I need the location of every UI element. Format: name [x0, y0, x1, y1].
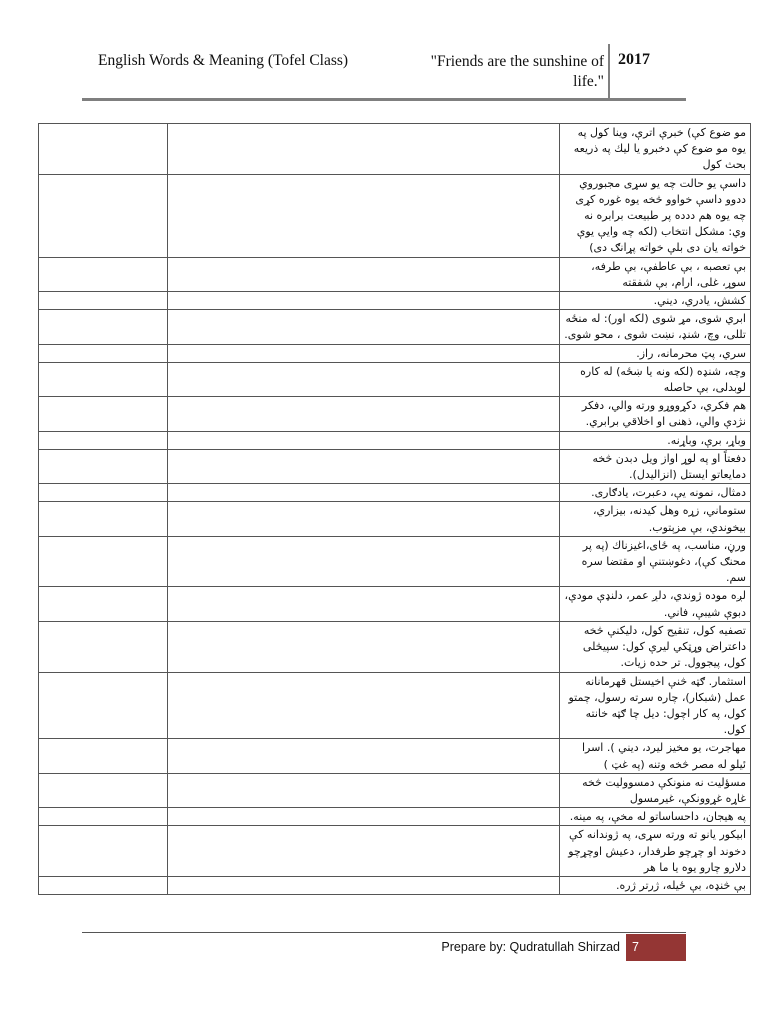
pashto-meaning-cell: ورڼ، مناسب، په ځای،اغیزناك (په پر محنګ کې)، دغوښتنې او مقتضا سره سم. [560, 536, 751, 587]
english-meaning-cell [168, 502, 560, 536]
pashto-meaning-cell: وباړ، برې، وباړنه. [560, 431, 751, 449]
table-row [39, 773, 751, 807]
pashto-meaning-cell: داسې یو حالت چه یو سړی مجبوروي ددوو داسې خواوو څخه یوه غوره کړی چه یوه هم ددده پر طبیعت برابره نه وي: مشکل انتخاب (لکه چه وایې یوې خواته یان دی بلې خواته پړانګ دی) [560, 174, 751, 257]
table-row [39, 124, 751, 175]
english-meaning-cell [168, 397, 560, 431]
vocabulary-table [38, 123, 751, 895]
pashto-meaning-cell: مسؤلیت نه منونکې دمسوولیت څخه غاړه غړوونکې، غیرمسول [560, 773, 751, 807]
pashto-meaning-cell: مهاجرت، یو مخیز لیرد، دیني ). اسرا ئیلو له مصر څخه وتنه (په غټ ) [560, 739, 751, 773]
pashto-meaning-cell: په هیجان، داحساساتو له مخې، په مینه. [560, 808, 751, 826]
english-meaning-cell [168, 257, 560, 291]
english-meaning-cell [168, 344, 560, 362]
pashto-meaning-cell: بې تعصبه ، بې عاطفې، بې طرفه، سوړ، غلی، ارام، بې شفقته [560, 257, 751, 291]
header-quote: "Friends are the sunshine of life." [430, 53, 604, 90]
header-year: 2017 [618, 51, 650, 68]
word-cell [39, 536, 168, 587]
word-cell [39, 257, 168, 291]
table-row [39, 621, 751, 672]
english-meaning-cell [168, 773, 560, 807]
pashto-meaning-cell: ابیکور یانو ته ورته سړی، په ژوندانه کې دخوند او چړچو طرفدار، دعیش اوچړچو دلارو چارو یوه یا ما هر [560, 826, 751, 877]
word-cell [39, 292, 168, 310]
pashto-meaning-cell: لږه موده ژوندي، دلږ عمر، دلنډې مودې، دبوې شيبې، فاني. [560, 587, 751, 621]
prepared-by: Prepare by: Qudratullah Shirzad [441, 940, 620, 954]
word-cell [39, 344, 168, 362]
pashto-meaning-cell: دمثال، نمونه یې، دعبرت، یادګاری. [560, 484, 751, 502]
table-row [39, 484, 751, 502]
english-meaning-cell [168, 621, 560, 672]
word-cell [39, 397, 168, 431]
english-meaning-cell [168, 431, 560, 449]
vocabulary-table-body [39, 124, 751, 895]
pashto-meaning-cell: وچه، شنډه (لکه ونه یا ښځه) له کاره لوبدلی، بې حاصله [560, 362, 751, 396]
english-meaning-cell [168, 808, 560, 826]
word-cell [39, 621, 168, 672]
english-meaning-cell [168, 174, 560, 257]
pashto-meaning-cell: هم فکري، دکړووړو ورته والي، دفکر نژدې والي، ذهنی او اخلاقي برابري. [560, 397, 751, 431]
word-cell [39, 773, 168, 807]
english-meaning-cell [168, 310, 560, 344]
english-meaning-cell [168, 449, 560, 483]
word-cell [39, 739, 168, 773]
english-meaning-cell [168, 876, 560, 894]
table-row [39, 876, 751, 894]
table-row [39, 587, 751, 621]
table-row [39, 397, 751, 431]
page-footer [82, 930, 686, 962]
header-title: English Words & Meaning (Tofel Class) [98, 52, 349, 69]
word-cell [39, 808, 168, 826]
table-row [39, 536, 751, 587]
word-cell [39, 484, 168, 502]
pashto-meaning-cell: ابري شوی، مړ شوی (لکه اور): له منځه تللی، وچ، شنډ، نښت شوی ، محو شوی. [560, 310, 751, 344]
page-number: 7 [626, 934, 686, 961]
word-cell [39, 502, 168, 536]
table-row [39, 174, 751, 257]
word-cell [39, 826, 168, 877]
table-row [39, 310, 751, 344]
english-meaning-cell [168, 484, 560, 502]
table-row [39, 808, 751, 826]
page-header [82, 40, 686, 100]
table-row [39, 431, 751, 449]
table-row [39, 739, 751, 773]
pashto-meaning-cell: سري، پټ محرمانه، راز. [560, 344, 751, 362]
english-meaning-cell [168, 124, 560, 175]
english-meaning-cell [168, 292, 560, 310]
word-cell [39, 310, 168, 344]
word-cell [39, 124, 168, 175]
word-cell [39, 587, 168, 621]
pashto-meaning-cell: کشش، یادري، دیني. [560, 292, 751, 310]
pashto-meaning-cell: بې څنډه، بې ځیله، ژرتر ژره. [560, 876, 751, 894]
pashto-meaning-cell: مو ضوع کې) خبرې اترې، وینا کول په یوه مو ضوع کې دخبرو یا لیك په ذریعه بحث کول [560, 124, 751, 175]
word-cell [39, 449, 168, 483]
word-cell [39, 431, 168, 449]
pashto-meaning-cell: ستوماني، زړه وهل کیدنه، بیزاري، بیخوندي، بې مزېتوب. [560, 502, 751, 536]
word-cell [39, 672, 168, 739]
english-meaning-cell [168, 826, 560, 877]
table-row [39, 449, 751, 483]
header-divider [608, 44, 610, 100]
table-row [39, 344, 751, 362]
english-meaning-cell [168, 587, 560, 621]
english-meaning-cell [168, 362, 560, 396]
table-row [39, 292, 751, 310]
word-cell [39, 174, 168, 257]
pashto-meaning-cell: دفعتاً او په لوړ اواز ویل دبدن څخه دمایعاتو ایستل (انزالیدل). [560, 449, 751, 483]
table-row [39, 257, 751, 291]
footer-rule [82, 932, 686, 933]
table-row [39, 362, 751, 396]
table-row [39, 672, 751, 739]
header-rule [82, 98, 686, 101]
table-row [39, 502, 751, 536]
table-row [39, 826, 751, 877]
word-cell [39, 876, 168, 894]
pashto-meaning-cell: استثمار. ګټه څنې اخیستل قهرمانانه عمل (شبکار)، چاره سرته رسول، چمتو کول، په کار اچول: دیل چا ګټه خانته کول. [560, 672, 751, 739]
english-meaning-cell [168, 739, 560, 773]
pashto-meaning-cell: تصفیه کول، تنقیح کول، دلیکنې څخه داعتراض وړټکي لیرې کول: سپیڅلی کول، پیجوول. تر حده زیات. [560, 621, 751, 672]
word-cell [39, 362, 168, 396]
english-meaning-cell [168, 536, 560, 587]
english-meaning-cell [168, 672, 560, 739]
